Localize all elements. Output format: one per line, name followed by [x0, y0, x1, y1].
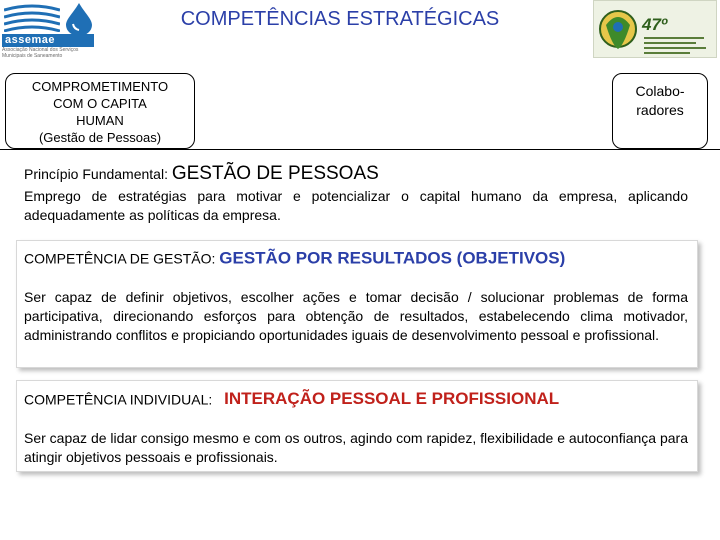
individual-competence-text: Ser capaz de lidar consigo mesmo e com os outros, agindo com rapidez, flexibilidade e autoconfiança para atingir objetivos pessoais e profissionais.: [24, 430, 688, 465]
logo-stripes-icon: [4, 4, 60, 32]
individual-competence-label: COMPETÊNCIA INDIVIDUAL:: [24, 391, 213, 408]
principle-label: Princípio Fundamental:: [24, 166, 168, 182]
congress-emblem-icon: [598, 5, 638, 55]
management-competence-label: COMPETÊNCIA DE GESTÃO:: [24, 250, 216, 267]
header-divider: [0, 149, 720, 150]
assemae-logo: [0, 0, 98, 64]
collaborators-box-text: Colabo- radores: [635, 83, 685, 118]
congress-subtitle-graphic: [644, 35, 710, 55]
water-drop-icon: [64, 2, 94, 36]
individual-competence-heading: [24, 386, 559, 411]
individual-competence-value: INTERAÇÃO PESSOAL E PROFISSIONAL: [224, 389, 560, 409]
congress-logo: [593, 0, 717, 58]
page-title: COMPETÊNCIAS ESTRATÉGICAS: [180, 8, 500, 30]
logo-wordmark: assemae: [2, 34, 94, 47]
commitment-box-text: COMPROMETIMENTO COM O CAPITA HUMAN (Gestão de Pessoas): [31, 79, 169, 145]
anniversary-number: 47º: [642, 15, 668, 34]
principle-text: Emprego de estratégias para motivar e potencializar o capital humano da empresa, aplicando adequadamente as políticas da empresa.: [24, 188, 688, 223]
management-competence-heading: [24, 245, 565, 270]
logo-tagline: Associação Nacional dos Serviços Municipais de Saneamento: [2, 47, 79, 59]
management-competence-value: GESTÃO POR RESULTADOS (OBJETIVOS): [219, 248, 566, 268]
principle-heading: [24, 163, 379, 185]
principle-value: GESTÃO DE PESSOAS: [171, 163, 379, 184]
collaborators-box: [612, 73, 708, 149]
commitment-box: [5, 73, 195, 149]
management-competence-text: Ser capaz de definir objetivos, escolher ações e tomar decisão / solucionar problemas de forma participativa, direcionando esforços para obtenção de resultados, estabelecendo clima motivador, administrando conflitos e propiciando oportunidades iguais de desenvolvimento pessoal e profissional.: [24, 289, 688, 343]
